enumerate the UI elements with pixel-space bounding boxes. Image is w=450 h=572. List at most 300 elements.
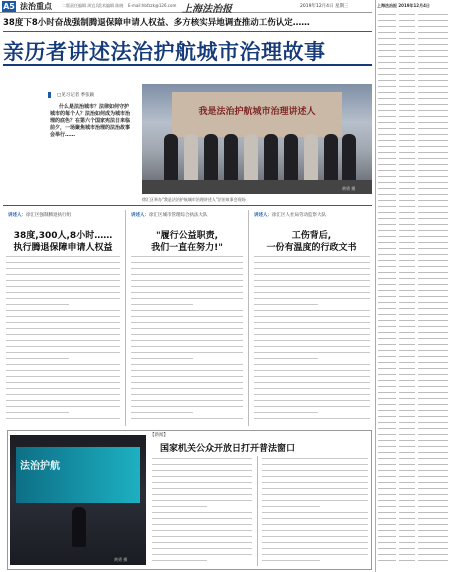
sidebar-cell bbox=[378, 242, 396, 243]
text-line bbox=[131, 274, 243, 275]
sidebar-cell bbox=[378, 344, 396, 345]
sidebar-cell bbox=[399, 242, 415, 243]
sidebar-cell bbox=[378, 392, 396, 393]
text-line bbox=[131, 376, 243, 377]
text-line bbox=[6, 262, 120, 263]
column-label: 讲述人：徐汇区强制腾退执行组 bbox=[8, 213, 71, 218]
sidebar-cell bbox=[399, 530, 415, 531]
sidebar-cell bbox=[399, 494, 415, 495]
sidebar-cell bbox=[399, 554, 415, 555]
sidebar-cell bbox=[399, 464, 415, 465]
sidebar-cell bbox=[378, 236, 396, 237]
person-figure bbox=[264, 134, 278, 182]
sidebar-cell bbox=[418, 308, 448, 309]
sidebar-cell bbox=[418, 284, 448, 285]
sidebar-cell bbox=[378, 134, 396, 135]
sidebar-cell bbox=[399, 134, 415, 135]
sidebar-cell bbox=[418, 554, 448, 555]
sidebar-cell bbox=[418, 530, 448, 531]
text-line bbox=[254, 400, 370, 401]
text-line bbox=[131, 358, 193, 359]
column-divider bbox=[257, 456, 258, 566]
sidebar-cell bbox=[399, 116, 415, 117]
sidebar-cell bbox=[399, 350, 415, 351]
sidebar-cell bbox=[399, 428, 415, 429]
sidebar-cell bbox=[378, 410, 396, 411]
sidebar-cell bbox=[399, 344, 415, 345]
sidebar-cell bbox=[378, 92, 396, 93]
sidebar-cell bbox=[418, 344, 448, 345]
sidebar-cell bbox=[399, 62, 415, 63]
person-figure bbox=[184, 134, 198, 182]
sidebar-cell bbox=[378, 380, 396, 381]
person-figure bbox=[244, 134, 258, 182]
column-title-1: 38度,300人,8小时…… bbox=[13, 231, 113, 241]
sidebar-cell bbox=[378, 140, 396, 141]
text-line bbox=[262, 470, 368, 471]
sidebar-cell bbox=[418, 374, 448, 375]
page-number: A5 bbox=[3, 2, 15, 11]
designer-credit: 美术编辑 陈晓 bbox=[98, 3, 124, 8]
text-line bbox=[6, 322, 120, 323]
text-line bbox=[152, 470, 252, 471]
sidebar-row bbox=[378, 558, 448, 564]
sidebar-cell bbox=[418, 296, 448, 297]
sidebar-cell bbox=[399, 74, 415, 75]
sidebar-cell bbox=[378, 362, 396, 363]
text-line bbox=[131, 262, 243, 263]
sidebar-cell bbox=[399, 248, 415, 249]
text-line bbox=[6, 298, 120, 299]
sidebar-cell bbox=[399, 44, 415, 45]
column-title-1: 工伤背后, bbox=[291, 231, 332, 241]
text-line bbox=[262, 554, 368, 555]
text-line bbox=[131, 280, 243, 281]
text-line bbox=[254, 370, 370, 371]
text-line bbox=[262, 494, 368, 495]
text-line bbox=[6, 352, 120, 353]
text-line bbox=[254, 358, 318, 359]
sidebar-cell bbox=[418, 404, 448, 405]
sidebar-cell bbox=[418, 122, 448, 123]
sidebar-cell bbox=[399, 230, 415, 231]
sidebar-cell bbox=[399, 14, 415, 15]
sidebar-cell bbox=[418, 338, 448, 339]
text-line bbox=[131, 310, 243, 311]
sidebar-cell bbox=[399, 122, 415, 123]
text-line bbox=[254, 328, 370, 329]
sidebar-cell bbox=[418, 536, 448, 537]
sidebar-cell bbox=[418, 518, 448, 519]
text-line bbox=[254, 280, 370, 281]
text-line bbox=[152, 482, 252, 483]
sidebar-cell bbox=[399, 278, 415, 279]
person-figure bbox=[224, 134, 238, 182]
text-line bbox=[131, 352, 243, 353]
text-line bbox=[262, 548, 368, 549]
text-line bbox=[254, 286, 370, 287]
sidebar-cell bbox=[378, 320, 396, 321]
sidebar-cell bbox=[399, 200, 415, 201]
sidebar-cell bbox=[378, 266, 396, 267]
sidebar-cell bbox=[399, 32, 415, 33]
sidebar-cell bbox=[399, 308, 415, 309]
text-line bbox=[131, 256, 243, 257]
event-photo bbox=[142, 84, 372, 194]
text-line bbox=[254, 334, 370, 335]
sidebar-cell bbox=[378, 38, 396, 39]
stage-floor bbox=[142, 180, 372, 194]
sidebar-cell bbox=[418, 176, 448, 177]
text-line bbox=[6, 376, 120, 377]
text-line bbox=[6, 358, 69, 359]
sidebar-cell bbox=[418, 212, 448, 213]
sidebar-cell bbox=[378, 206, 396, 207]
sidebar-cell bbox=[378, 548, 396, 549]
sidebar-cell bbox=[418, 236, 448, 237]
sidebar-cell bbox=[418, 134, 448, 135]
sidebar-cell bbox=[418, 290, 448, 291]
text-line bbox=[131, 406, 243, 407]
sidebar-rows bbox=[378, 12, 448, 564]
text-line bbox=[6, 304, 69, 305]
text-line bbox=[262, 482, 368, 483]
text-line bbox=[262, 458, 368, 459]
sidebar-cell bbox=[399, 290, 415, 291]
sidebar-cell bbox=[378, 32, 396, 33]
sidebar-cell bbox=[378, 188, 396, 189]
text-line bbox=[131, 304, 193, 305]
sidebar-cell bbox=[418, 392, 448, 393]
sidebar-cell bbox=[399, 38, 415, 39]
text-line bbox=[6, 370, 120, 371]
sidebar-cell bbox=[418, 224, 448, 225]
byline-marker bbox=[48, 92, 51, 98]
sidebar-cell bbox=[378, 230, 396, 231]
text-line bbox=[131, 418, 243, 419]
sidebar-cell bbox=[378, 122, 396, 123]
sidebar-cell bbox=[418, 266, 448, 267]
text-line bbox=[6, 256, 120, 257]
sidebar-cell bbox=[378, 518, 396, 519]
sidebar-cell bbox=[418, 104, 448, 105]
sidebar-cell bbox=[378, 278, 396, 279]
sidebar-cell bbox=[378, 458, 396, 459]
sidebar-cell bbox=[378, 530, 396, 531]
led-screen bbox=[16, 447, 140, 503]
sidebar-cell bbox=[399, 392, 415, 393]
sidebar-cell bbox=[399, 266, 415, 267]
sidebar-cell bbox=[418, 422, 448, 423]
issue-date: 2019年12月4日 星期三 bbox=[300, 4, 349, 9]
sidebar-cell bbox=[399, 80, 415, 81]
text-line bbox=[152, 458, 252, 459]
sidebar-cell bbox=[418, 278, 448, 279]
photo-credit: 黄勇 摄 bbox=[114, 557, 128, 562]
sidebar-cell bbox=[399, 260, 415, 261]
sidebar-cell bbox=[399, 176, 415, 177]
sidebar-cell bbox=[418, 110, 448, 111]
sidebar-cell bbox=[399, 92, 415, 93]
text-line bbox=[152, 548, 252, 549]
sidebar-cell bbox=[418, 464, 448, 465]
sidebar-cell bbox=[378, 128, 396, 129]
bottom-headline: 国家机关公众开放日打开普法窗口 bbox=[160, 444, 296, 454]
sidebar-cell bbox=[418, 314, 448, 315]
bottom-body bbox=[262, 458, 368, 566]
person-figure bbox=[284, 134, 298, 182]
sidebar-cell bbox=[418, 416, 448, 417]
photo-caption: 徐汇区举办"我是法治护航城市治理讲述人"法治故事会现场 bbox=[142, 197, 246, 202]
sidebar-cell bbox=[399, 362, 415, 363]
newspaper-logo: 上海法治报 bbox=[182, 4, 232, 15]
text-line bbox=[254, 376, 370, 377]
sidebar-cell bbox=[418, 386, 448, 387]
sidebar-header: 上海法治报 2019年12月4日 bbox=[377, 3, 430, 8]
text-line bbox=[254, 274, 370, 275]
sidebar-cell bbox=[418, 242, 448, 243]
sidebar-cell bbox=[399, 104, 415, 105]
sidebar-cell bbox=[418, 326, 448, 327]
text-line bbox=[152, 518, 252, 519]
text-line bbox=[6, 394, 120, 395]
sidebar-cell bbox=[378, 248, 396, 249]
sidebar-cell bbox=[378, 368, 396, 369]
text-line bbox=[6, 364, 120, 365]
text-line bbox=[131, 268, 243, 269]
sidebar-cell bbox=[378, 512, 396, 513]
sidebar-cell bbox=[418, 482, 448, 483]
sidebar-cell bbox=[378, 416, 396, 417]
text-line bbox=[6, 274, 120, 275]
text-line bbox=[131, 388, 243, 389]
sidebar-cell bbox=[399, 434, 415, 435]
sidebar-cell bbox=[399, 386, 415, 387]
sidebar-cell bbox=[378, 374, 396, 375]
sidebar-cell bbox=[418, 92, 448, 93]
text-line bbox=[6, 328, 120, 329]
sidebar-cell bbox=[378, 386, 396, 387]
person-figure bbox=[72, 507, 86, 547]
text-line bbox=[131, 364, 243, 365]
sidebar-cell bbox=[378, 44, 396, 45]
text-line bbox=[131, 328, 243, 329]
sidebar-cell bbox=[399, 170, 415, 171]
sidebar-cell bbox=[399, 326, 415, 327]
sidebar-cell bbox=[378, 494, 396, 495]
sidebar-cell bbox=[399, 212, 415, 213]
sidebar-cell bbox=[418, 458, 448, 459]
sidebar-cell bbox=[378, 356, 396, 357]
sidebar-cell bbox=[418, 500, 448, 501]
sidebar-cell bbox=[378, 200, 396, 201]
sidebar-cell bbox=[399, 98, 415, 99]
sidebar-cell bbox=[378, 56, 396, 57]
screen-text: 法治护航 bbox=[20, 461, 60, 472]
person-figure bbox=[304, 134, 318, 182]
sidebar-cell bbox=[378, 488, 396, 489]
text-line bbox=[254, 412, 318, 413]
divider bbox=[3, 31, 372, 32]
sidebar-cell bbox=[418, 272, 448, 273]
text-line bbox=[254, 388, 370, 389]
text-line bbox=[6, 400, 120, 401]
text-line bbox=[152, 560, 207, 561]
sidebar-cell bbox=[418, 152, 448, 153]
stage-banner-text: 我是法治护航城市治理讲述人 bbox=[198, 107, 316, 117]
sidebar-cell bbox=[378, 110, 396, 111]
column-body bbox=[6, 256, 120, 424]
sidebar-cell bbox=[378, 176, 396, 177]
sidebar-cell bbox=[418, 98, 448, 99]
sidebar-cell bbox=[378, 50, 396, 51]
sidebar-cell bbox=[399, 296, 415, 297]
text-line bbox=[6, 310, 120, 311]
sidebar-cell bbox=[418, 38, 448, 39]
sidebar-cell bbox=[418, 452, 448, 453]
divider bbox=[3, 205, 372, 206]
sidebar-cell bbox=[378, 332, 396, 333]
sidebar-cell bbox=[378, 350, 396, 351]
text-line bbox=[254, 352, 370, 353]
sidebar-cell bbox=[399, 68, 415, 69]
sidebar-cell bbox=[399, 542, 415, 543]
sidebar-cell bbox=[378, 152, 396, 153]
sidebar-cell bbox=[399, 332, 415, 333]
sidebar-cell bbox=[399, 188, 415, 189]
sidebar-cell bbox=[418, 410, 448, 411]
text-line bbox=[262, 476, 368, 477]
text-line bbox=[6, 346, 120, 347]
column-title-2: 执行腾退保障申请人权益 bbox=[13, 243, 113, 253]
column-divider bbox=[125, 210, 126, 426]
sidebar-cell bbox=[399, 164, 415, 165]
sidebar-cell bbox=[418, 320, 448, 321]
text-line bbox=[131, 382, 243, 383]
sidebar-cell bbox=[378, 164, 396, 165]
sidebar-cell bbox=[399, 560, 415, 561]
sidebar-cell bbox=[418, 380, 448, 381]
sidebar-cell bbox=[378, 62, 396, 63]
text-line bbox=[6, 382, 120, 383]
person-figure bbox=[324, 134, 338, 182]
sidebar-cell bbox=[378, 194, 396, 195]
sidebar-cell bbox=[378, 446, 396, 447]
sidebar-cell bbox=[378, 428, 396, 429]
text-line bbox=[262, 512, 368, 513]
sidebar-cell bbox=[418, 206, 448, 207]
sidebar-cell bbox=[418, 248, 448, 249]
sidebar-cell bbox=[378, 14, 396, 15]
text-line bbox=[6, 340, 120, 341]
sidebar-cell bbox=[378, 20, 396, 21]
sidebar-cell bbox=[399, 302, 415, 303]
text-line bbox=[152, 464, 252, 465]
sidebar-cell bbox=[418, 80, 448, 81]
masthead bbox=[0, 0, 372, 13]
text-line bbox=[6, 268, 120, 269]
sidebar-cell bbox=[378, 506, 396, 507]
sidebar-cell bbox=[418, 128, 448, 129]
news-tag: 【新闻】 bbox=[150, 433, 168, 438]
sidebar-cell bbox=[399, 152, 415, 153]
sidebar-cell bbox=[418, 302, 448, 303]
sidebar-cell bbox=[418, 218, 448, 219]
sidebar-cell bbox=[378, 254, 396, 255]
text-line bbox=[6, 280, 120, 281]
text-line bbox=[131, 298, 243, 299]
sidebar-cell bbox=[418, 68, 448, 69]
sidebar-cell bbox=[378, 470, 396, 471]
sidebar-cell bbox=[399, 146, 415, 147]
sidebar-cell bbox=[378, 482, 396, 483]
divider bbox=[3, 64, 372, 66]
sidebar-cell bbox=[378, 302, 396, 303]
person-figure bbox=[164, 134, 178, 182]
sidebar-cell bbox=[418, 188, 448, 189]
sidebar-cell bbox=[399, 218, 415, 219]
sidebar-cell bbox=[418, 44, 448, 45]
text-line bbox=[254, 292, 370, 293]
sidebar-cell bbox=[399, 404, 415, 405]
sidebar-cell bbox=[399, 524, 415, 525]
sidebar-cell bbox=[418, 20, 448, 21]
sidebar-cell bbox=[418, 548, 448, 549]
sidebar-cell bbox=[378, 296, 396, 297]
sidebar-cell bbox=[418, 146, 448, 147]
sidebar-cell bbox=[418, 254, 448, 255]
editor-credit: 二版责任编辑 周宜兵 bbox=[62, 3, 100, 8]
text-line bbox=[152, 554, 252, 555]
sidebar-cell bbox=[399, 56, 415, 57]
sidebar-cell bbox=[399, 476, 415, 477]
sidebar-cell bbox=[399, 458, 415, 459]
text-line bbox=[254, 262, 370, 263]
sidebar-cell bbox=[399, 512, 415, 513]
sidebar-cell bbox=[418, 524, 448, 525]
sidebar-cell bbox=[418, 74, 448, 75]
text-line bbox=[262, 542, 368, 543]
text-line bbox=[131, 286, 243, 287]
column-body bbox=[254, 256, 370, 424]
sidebar-cell bbox=[399, 224, 415, 225]
sidebar-cell bbox=[399, 368, 415, 369]
sidebar-cell bbox=[378, 80, 396, 81]
sidebar-cell bbox=[399, 194, 415, 195]
text-line bbox=[131, 316, 243, 317]
sidebar-cell bbox=[399, 398, 415, 399]
sidebar-cell bbox=[399, 548, 415, 549]
text-line bbox=[6, 412, 69, 413]
sidebar-cell bbox=[378, 308, 396, 309]
sidebar-cell bbox=[418, 170, 448, 171]
sidebar-cell bbox=[378, 554, 396, 555]
sidebar-cell bbox=[399, 128, 415, 129]
sidebar-cell bbox=[418, 14, 448, 15]
sidebar-cell bbox=[399, 506, 415, 507]
sidebar-cell bbox=[418, 260, 448, 261]
sidebar-cell bbox=[418, 368, 448, 369]
text-line bbox=[152, 488, 252, 489]
sidebar-cell bbox=[399, 536, 415, 537]
sidebar-cell bbox=[399, 374, 415, 375]
text-line bbox=[152, 494, 252, 495]
sidebar-cell bbox=[378, 500, 396, 501]
text-line bbox=[254, 418, 370, 419]
sidebar-cell bbox=[418, 116, 448, 117]
sidebar-cell bbox=[418, 506, 448, 507]
column-divider bbox=[248, 210, 249, 426]
